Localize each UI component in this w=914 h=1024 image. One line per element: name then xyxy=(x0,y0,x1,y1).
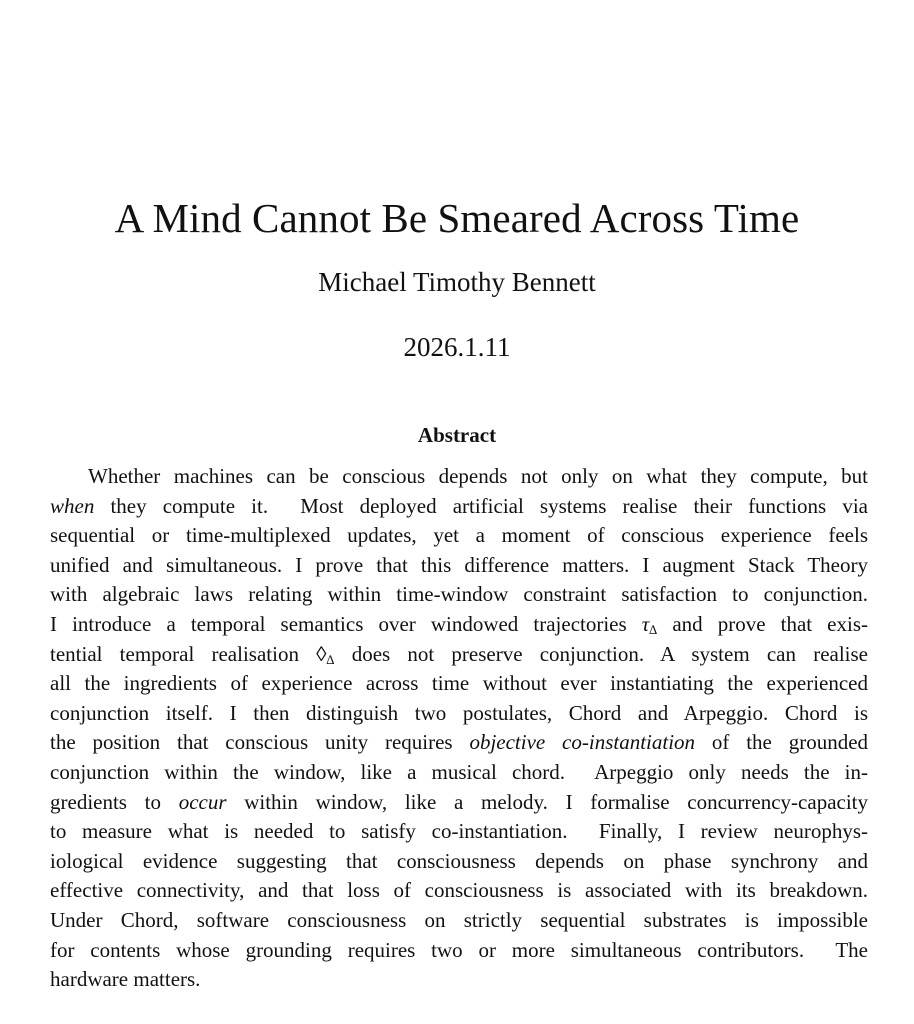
abstract-text: for contents whose grounding requires two or more simultaneous contributors. The xyxy=(50,937,868,962)
abstract-text: sequential or time-multiplexed updates, yet a moment of conscious experience feels xyxy=(50,523,868,548)
abstract-line xyxy=(50,640,868,670)
abstract-text: of the grounded xyxy=(695,730,869,755)
abstract-body xyxy=(50,462,868,995)
emphasis-text: objective co-instantiation xyxy=(469,730,696,755)
abstract-text: the position that conscious unity requires xyxy=(50,730,470,755)
abstract-line xyxy=(50,492,868,522)
math-symbol: ∆ xyxy=(649,621,658,637)
abstract-line xyxy=(50,699,868,729)
paper-title: A Mind Cannot Be Smeared Across Time xyxy=(114,195,800,241)
abstract-text: all the ingredients of experience across time without ever instantiating the experienced xyxy=(50,671,868,696)
abstract-line xyxy=(50,521,868,551)
emphasis-text: when xyxy=(50,493,95,518)
abstract-heading: Abstract xyxy=(417,423,497,447)
abstract-text: Whether machines can be conscious depends not only on what they compute, but xyxy=(88,464,868,488)
abstract-line xyxy=(50,580,868,610)
math-symbol: τ xyxy=(641,611,650,636)
abstract-text: conjunction itself. I then distinguish two postulates, Chord and Arpeggio. Chord is xyxy=(50,700,868,725)
abstract-text: hardware matters. xyxy=(50,967,201,992)
abstract-text: to measure what is needed to satisfy co-instantiation. Finally, I review neurophys- xyxy=(50,819,868,844)
math-symbol: ∆ xyxy=(326,651,335,667)
abstract-line xyxy=(50,906,868,936)
abstract-line xyxy=(50,610,868,640)
abstract-text: effective connectivity, and that loss of consciousness is associated with its breakdown. xyxy=(50,878,868,903)
paper-author: Michael Timothy Bennett xyxy=(318,267,596,297)
abstract-text: tential temporal realisation xyxy=(50,641,317,666)
abstract-line xyxy=(50,728,868,758)
abstract-text: with algebraic laws relating within time-window constraint satisfaction to conjunction. xyxy=(50,582,868,607)
abstract-text: does not preserve conjunction. A system can realise xyxy=(334,641,868,666)
abstract-line xyxy=(50,758,868,788)
paper-date: 2026.1.11 xyxy=(403,332,511,362)
abstract-text: within window, like a melody. I formalise concurrency-capacity xyxy=(226,789,869,814)
abstract-text: and prove that exis- xyxy=(657,611,868,636)
abstract-line xyxy=(50,847,868,877)
abstract-text: gredients to xyxy=(50,789,179,814)
abstract-line xyxy=(50,462,868,492)
abstract-line xyxy=(50,788,868,818)
abstract-line xyxy=(50,965,868,995)
abstract-text: conjunction within the window, like a musical chord. Arpeggio only needs the in- xyxy=(50,759,868,784)
abstract-line xyxy=(50,876,868,906)
abstract-text: Under Chord, software consciousness on strictly sequential substrates is impossible xyxy=(50,907,868,932)
abstract-text: I introduce a temporal semantics over windowed trajectories xyxy=(50,611,642,636)
abstract-line xyxy=(50,669,868,699)
abstract-text: they compute it. Most deployed artificial systems realise their functions via xyxy=(94,493,868,518)
abstract-line xyxy=(50,817,868,847)
abstract-text: unified and simultaneous. I prove that this difference matters. I augment Stack Theory xyxy=(50,552,868,577)
math-symbol: ◊ xyxy=(316,641,327,666)
abstract-line xyxy=(50,936,868,966)
abstract-line xyxy=(50,551,868,581)
emphasis-text: occur xyxy=(178,789,227,814)
abstract-text: iological evidence suggesting that consciousness depends on phase synchrony and xyxy=(50,848,868,873)
